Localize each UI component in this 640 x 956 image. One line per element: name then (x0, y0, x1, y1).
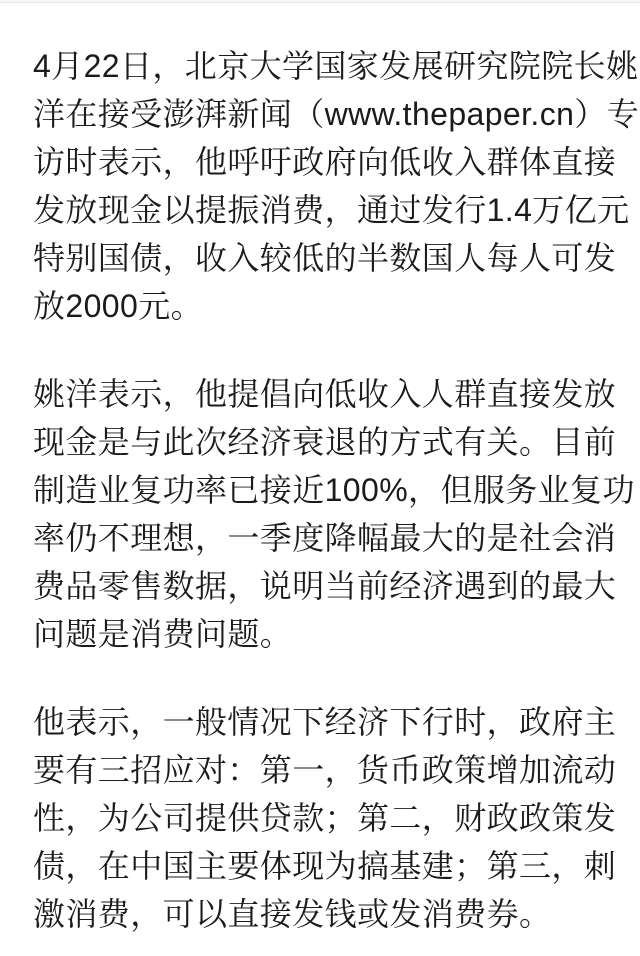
paragraph-line: 债，在中国主要体现为搞基建；第三，刺 (33, 848, 617, 884)
paragraph-line: 费品零售数据，说明当前经济遇到的最大 (33, 568, 617, 604)
paragraph-line: 特别国债，收入较低的半数国人每人可发 (33, 240, 617, 276)
paragraph (33, 370, 635, 658)
paragraph-line: 现金是与此次经济衰退的方式有关。目前 (33, 424, 617, 460)
paragraph-line: 姚洋表示，他提倡向低收入人群直接发放 (33, 376, 617, 412)
paragraph-line: 他表示，一般情况下经济下行时，政府主 (33, 704, 617, 740)
paragraph (33, 698, 625, 938)
paragraph-line: 性，为公司提供贷款；第二，财政政策发 (33, 800, 617, 836)
paragraph-line: 洋在接受澎湃新闻（www.thepaper.cn）专 (33, 96, 640, 132)
article-body (33, 42, 640, 938)
paragraph (33, 42, 640, 330)
paragraph-line: 要有三招应对：第一，货币政策增加流动 (33, 752, 617, 788)
paragraph-line: 4月22日，北京大学国家发展研究院院长姚 (33, 48, 639, 84)
paragraph-line: 率仍不理想，一季度降幅最大的是社会消 (33, 520, 617, 556)
paragraph-line: 激消费，可以直接发钱或发消费券。 (33, 896, 552, 932)
paragraph-line: 发放现金以提振消费，通过发行1.4万亿元 (33, 192, 630, 228)
paragraph-line: 访时表示，他呼吁政府向低收入群体直接 (33, 144, 617, 180)
paragraph-line: 制造业复功率已接近100%，但服务业复功 (33, 472, 635, 508)
paragraph-line: 放2000元。 (33, 288, 203, 324)
top-divider (0, 0, 640, 3)
paragraph-line: 问题是消费问题。 (33, 616, 293, 652)
